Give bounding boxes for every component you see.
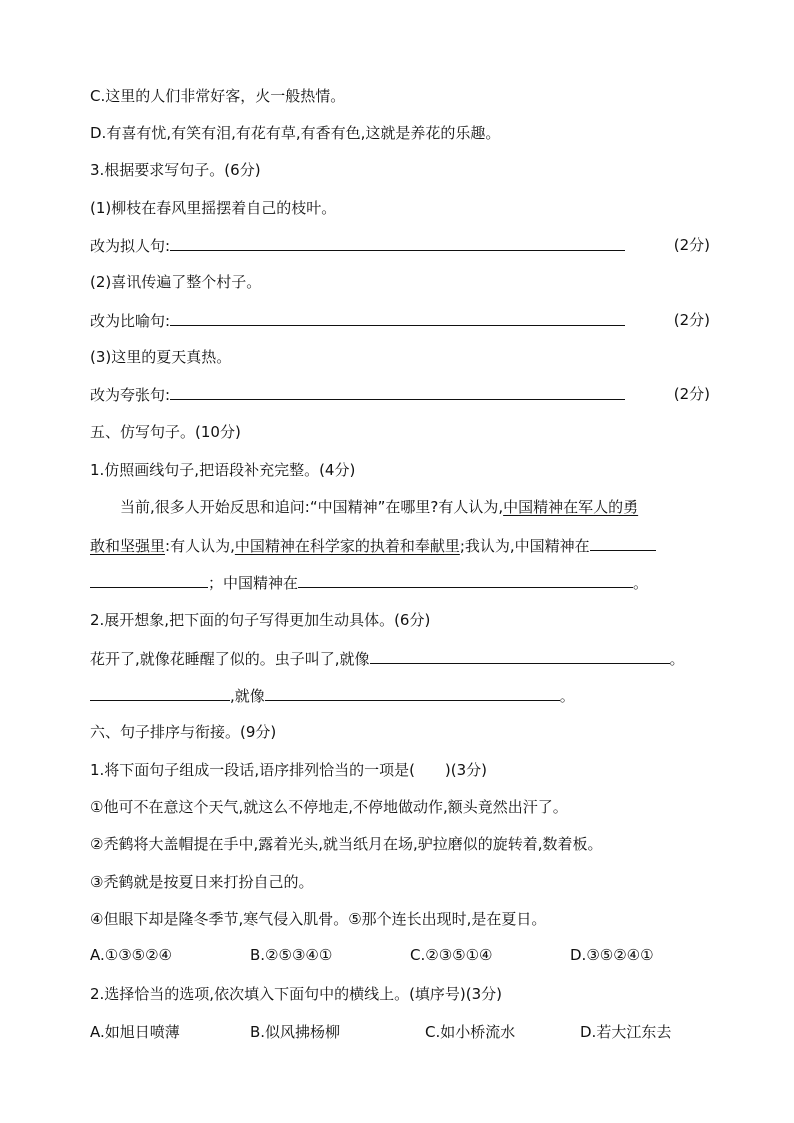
- passage-text: ,就像: [230, 687, 265, 705]
- metaphor-row: [90, 310, 710, 331]
- fill-option-c: C.如小桥流水: [425, 1023, 516, 1041]
- question-3-2: (2)喜讯传遍了整个村子。: [90, 273, 262, 291]
- option-c-line: C.这里的人们非常好客，火一般热情。: [90, 87, 346, 105]
- passage-text: :有人认为,: [165, 537, 235, 555]
- sentence-4-5: ④但眼下却是隆冬季节,寒气侵入肌骨。⑤那个连长出现时,是在夏日。: [90, 910, 547, 928]
- section-6-title: 六、句子排序与衔接。(9分): [90, 723, 277, 741]
- question-3-title: 3.根据要求写句子。(6分): [90, 161, 261, 179]
- question-6-1: 1.将下面句子组成一段话,语序排列恰当的一项是( )(3分): [90, 761, 488, 779]
- score-label: (2分): [673, 236, 710, 254]
- period: 。: [559, 687, 575, 705]
- section-5-title: 五、仿写句子。(10分): [90, 423, 241, 441]
- sentence-2: ②秃鹤将大盖帽提在手中,露着光头,就当纸月在场,驴拉磨似的旋转着,数着板。: [90, 835, 603, 853]
- question-6-2: 2.选择恰当的选项,依次填入下面句中的横线上。(填序号)(3分): [90, 985, 503, 1003]
- question-3-3: (3)这里的夏天真热。: [90, 348, 232, 366]
- choice-d[interactable]: D.③⑤②④①: [570, 946, 654, 964]
- question-5-1: 1.仿照画线句子,把语段补充完整。(4分): [90, 461, 356, 479]
- passage-text: ；中国精神在: [208, 574, 299, 592]
- score-label: (2分): [673, 311, 710, 329]
- sentence-1: ①他可不在意这个天气,就这么不停地走,不停地做动作,额头竟然出汗了。: [90, 798, 568, 816]
- personification-row: [90, 235, 710, 256]
- fill-option-a: A.如旭日喷薄: [90, 1023, 180, 1041]
- imitation-blank-1[interactable]: [590, 535, 656, 551]
- passage-text: ;我认为,中国精神在: [459, 537, 590, 555]
- metaphor-answer-blank[interactable]: [170, 310, 625, 326]
- question-3-1: (1)柳枝在春风里摇摆着自己的枝叶。: [90, 199, 337, 217]
- fill-option-d: D.若大江东去: [580, 1023, 672, 1041]
- period: 。: [633, 574, 649, 592]
- imitation-blank-3[interactable]: [298, 572, 633, 588]
- personification-prompt: 改为拟人句:: [90, 237, 171, 255]
- passage-text: 花开了,就像花睡醒了似的。虫子叫了,就像: [90, 650, 370, 668]
- passage-line-1: [120, 497, 710, 517]
- question-5-2: 2.展开想象,把下面的句子写得更加生动具体。(6分): [90, 611, 431, 629]
- imagination-blank-3[interactable]: [265, 685, 560, 701]
- imagination-line-2: [90, 685, 710, 706]
- period: 。: [669, 650, 685, 668]
- imagination-blank-1[interactable]: [370, 648, 670, 664]
- sentence-3: ③秃鹤就是按夏日来打扮自己的。: [90, 873, 314, 891]
- hyperbole-row: [90, 384, 710, 405]
- score-label: (2分): [673, 385, 710, 403]
- metaphor-prompt: 改为比喻句:: [90, 312, 171, 330]
- imagination-line-1: [90, 648, 710, 669]
- passage-line-2: [90, 535, 710, 556]
- choice-c[interactable]: C.②③⑤①④: [410, 946, 493, 964]
- imitation-blank-2[interactable]: [90, 572, 208, 588]
- choice-a[interactable]: A.①③⑤②④: [90, 946, 173, 964]
- option-d-line: D.有喜有忧,有笑有泪,有花有草,有香有色,这就是养花的乐趣。: [90, 124, 501, 142]
- passage-line-3: [90, 572, 710, 593]
- personification-answer-blank[interactable]: [170, 235, 625, 251]
- underlined-example-1: 中国精神在军人的勇: [503, 498, 639, 516]
- fill-option-b: B.似风拂杨柳: [250, 1023, 341, 1041]
- hyperbole-prompt: 改为夸张句:: [90, 386, 171, 404]
- hyperbole-answer-blank[interactable]: [170, 384, 625, 400]
- choice-b[interactable]: B.②⑤③④①: [250, 946, 333, 964]
- passage-text: 当前,很多人开始反思和追问:“中国精神”在哪里?有人认为,: [120, 498, 504, 516]
- underlined-example-1-cont: 敢和坚强里: [90, 537, 166, 555]
- underlined-example-2: 中国精神在科学家的执着和奉献里: [234, 537, 460, 555]
- imagination-blank-2[interactable]: [90, 685, 230, 701]
